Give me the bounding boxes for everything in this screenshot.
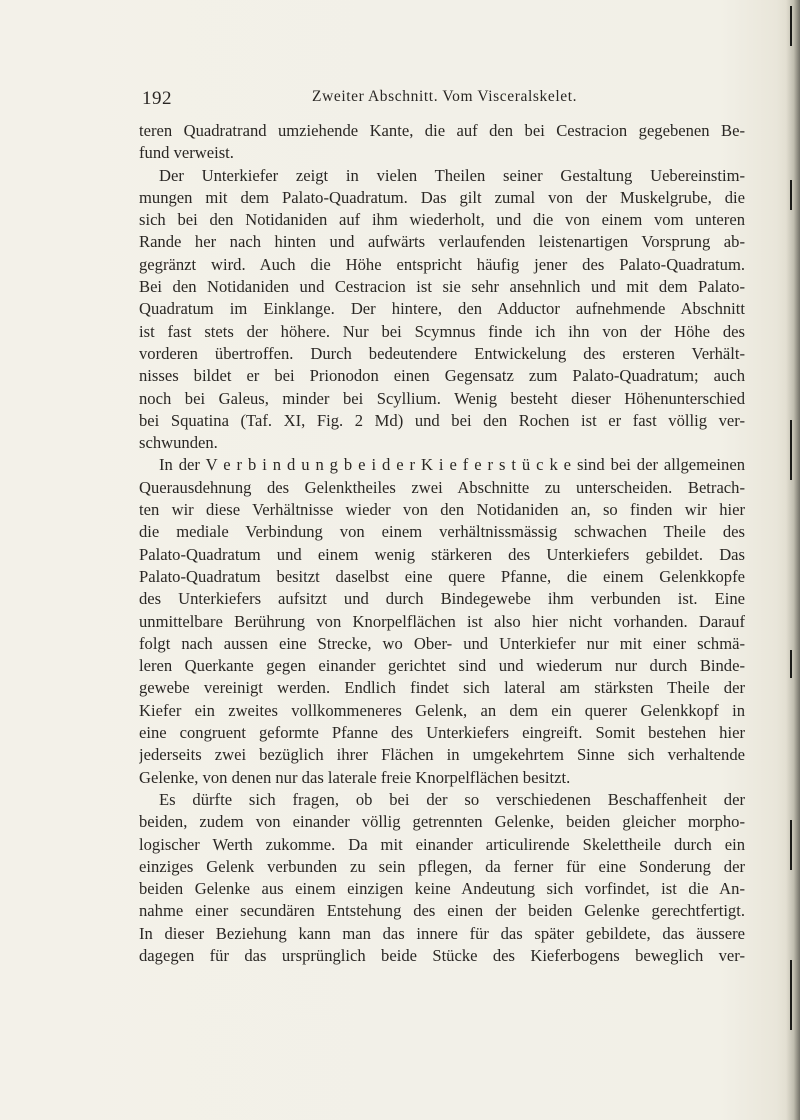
text-line: Palato-Quadratum und einem wenig stärkeren des Unterkiefers gebildet. Das xyxy=(139,544,745,564)
text-line: Palato-Quadratum besitzt daselbst eine quere Pfanne, die einem Gelenkkopfe xyxy=(139,566,745,586)
page-header xyxy=(142,88,742,114)
text-line: Querausdehnung des Gelenktheiles zwei Abschnitte zu unterscheiden. Betrach- xyxy=(139,477,745,497)
text-line: Quadratum im Einklange. Der hintere, den Adductor aufnehmende Abschnitt xyxy=(139,299,745,319)
text-line: gegränzt wird. Auch die Höhe entspricht häufig jener des Palato-Quadratum. xyxy=(139,254,745,274)
text-line: mungen mit dem Palato-Quadratum. Das gilt zumal von der Muskelgrube, die xyxy=(139,187,745,207)
text-line: bei Squatina (Taf. XI, Fig. 2 Md) und bei den Rochen ist er fast völlig ver- xyxy=(139,410,745,430)
running-head: Zweiter Abschnitt. Vom Visceralskelet. xyxy=(312,88,578,105)
text-line: beiden, zudem von einander völlig getrennten Gelenke, beiden gleicher morpho- xyxy=(139,812,745,832)
text-line: beiden Gelenke aus einem einzigen keine Andeutung sich vorfindet, ist die An- xyxy=(139,879,745,899)
text-line: gewebe vereinigt werden. Endlich findet sich lateral am stärksten Theile der xyxy=(139,678,745,698)
text-line: Es dürfte sich fragen, ob bei der so verschiedenen Beschaffenheit der xyxy=(159,789,745,809)
text-line: leren Querkante gegen einander gerichtet sind und wiederum nur durch Binde- xyxy=(139,656,745,676)
text-line: folgt nach aussen eine Strecke, wo Ober- und Unterkiefer nur mit einer schmä- xyxy=(139,633,745,653)
text-line: jederseits zwei bezüglich ihrer Flächen in umgekehrtem Sinne sich verhaltende xyxy=(139,745,745,765)
text-line: logischer Werth zukomme. Da mit einander articulirende Skelettheile durch ein xyxy=(139,834,745,854)
text-line: vorderen übertroffen. Durch bedeutendere Entwickelung des ersteren Verhält- xyxy=(139,343,745,363)
text-line: unmittelbare Berührung von Knorpelflächen ist also hier nicht vorhanden. Darauf xyxy=(139,611,745,631)
text-line: ist fast stets der höhere. Nur bei Scymnus finde ich ihn von der Höhe des xyxy=(139,321,745,341)
text-line: eine congruent geformte Pfanne des Unterkiefers eingreift. Somit bestehen hier xyxy=(139,723,745,743)
text-line: In dieser Beziehung kann man das innere für das später gebildete, das äussere xyxy=(139,923,745,943)
text-line: ten wir diese Verhältnisse wieder von den Notidaniden an, so finden wir hier xyxy=(139,500,745,520)
text-line: schwunden. xyxy=(139,433,218,453)
text-line: dagegen für das ursprünglich beide Stücke des Kieferbogens beweglich ver- xyxy=(139,945,745,965)
text-line: Der Unterkiefer zeigt in vielen Theilen seiner Gestaltung Uebereinstim- xyxy=(159,165,745,185)
page-number: 192 xyxy=(142,88,172,109)
text-line: des Unterkiefers aufsitzt und durch Bindegewebe ihm verbunden ist. Eine xyxy=(139,589,745,609)
text-line: In der V e r b i n d u n g b e i d e r K i e f e r s t ü c k e sind bei der allgemeinen xyxy=(159,455,745,475)
text-line: die mediale Verbindung von einem verhältnissmässig schwachen Theile des xyxy=(139,522,745,542)
text-line: noch bei Galeus, minder bei Scyllium. Wenig besteht dieser Höhenunterschied xyxy=(139,388,745,408)
text-line: Kiefer ein zweites vollkommeneres Gelenk, an dem ein querer Gelenkkopf in xyxy=(139,700,745,720)
text-line: Bei den Notidaniden und Cestracion ist sie sehr ansehnlich und mit dem Palato- xyxy=(139,277,745,297)
text-line: einziges Gelenk verbunden zu sein pflegen, da ferner für eine Sonderung der xyxy=(139,856,745,876)
text-line: sich bei den Notidaniden auf ihm wiederholt, und die von einem vom unteren xyxy=(139,210,745,230)
text-line: fund verweist. xyxy=(139,143,234,163)
text-line: nahme einer secundären Entstehung des einen der beiden Gelenke gerechtfertigt. xyxy=(139,901,745,921)
text-line: teren Quadratrand umziehende Kante, die auf den bei Cestracion gegebenen Be- xyxy=(139,121,745,140)
text-line: Rande her nach hinten und aufwärts verlaufenden leistenartigen Vorsprung ab- xyxy=(139,232,745,252)
page-edge-shadow xyxy=(786,0,800,1120)
text-line: nisses bildet er bei Prionodon einen Gegensatz zum Palato-Quadratum; auch xyxy=(139,366,745,386)
body-text xyxy=(139,120,745,967)
text-line: Gelenke, von denen nur das laterale freie Knorpelflächen besitzt. xyxy=(139,767,571,787)
